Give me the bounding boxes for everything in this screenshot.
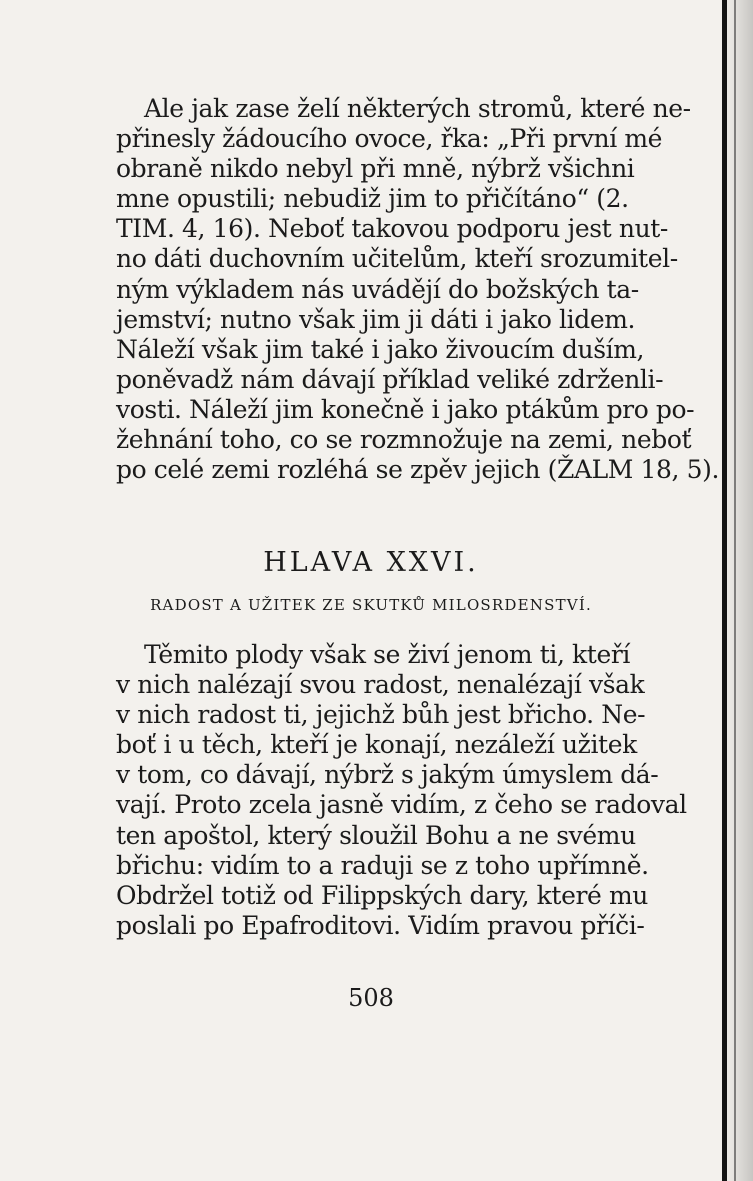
text-line: boť i u těch, kteří je konají, nezáleží užitek xyxy=(116,730,637,760)
text-line: Těmito plody však se živí jenom ti, kteří xyxy=(144,640,630,669)
chapter-subtitle: RADOST A UŽITEK ZE SKUTKŮ MILOSRDENSTVÍ. xyxy=(150,596,592,614)
text-line: obraně nikdo nebyl při mně, nýbrž všichni xyxy=(116,154,635,184)
text-line: mne opustili; nebudiž jim to přičítáno“ (2. xyxy=(116,184,629,214)
text-line: Obdržel totiž od Filippských dary, které mu xyxy=(116,880,648,910)
text-line: poslali po Epafroditovi. Vidím pravou příči- xyxy=(116,910,645,940)
page-number: 508 xyxy=(348,984,394,1012)
paragraph-2 xyxy=(116,640,687,941)
page-edge-line-secondary xyxy=(734,0,736,1181)
text-line: ným výkladem nás uvádějí do božských ta- xyxy=(116,274,639,304)
text-line: Ale jak zase želí některých stromů, které ne- xyxy=(144,94,691,123)
text-line: no dáti duchovním učitelům, kteří srozumitel- xyxy=(116,244,678,274)
text-line: žehnání toho, co se rozmnožuje na zemi, neboť xyxy=(116,425,692,455)
text-line: v nich radost ti, jejichž bůh jest břicho. Ne- xyxy=(116,700,646,730)
text-line: ten apoštol, který sloužil Bohu a ne svému xyxy=(116,820,636,850)
text-line: přinesly žádoucího ovoce, řka: „Při první mé xyxy=(116,124,663,154)
text-line: po celé zemi rozléhá se zpěv jejich (ŽALM 18, 5). xyxy=(116,455,720,485)
text-line: jemství; nutno však jim ji dáti i jako lidem. xyxy=(116,304,636,334)
text-line: vosti. Náleží jim konečně i jako ptákům pro po- xyxy=(116,394,695,424)
paragraph-1 xyxy=(116,94,720,485)
text-line: Náleží však jim také i jako živoucím duším, xyxy=(116,334,645,364)
text-line: v tom, co dávají, nýbrž s jakým úmyslem dá- xyxy=(116,760,659,790)
text-line: břichu: vidím to a raduji se z toho upřímně. xyxy=(116,850,649,880)
text-line: v nich nalézají svou radost, nenalézají však xyxy=(116,670,645,700)
text-line: poněvadž nám dávají příklad veliké zdrženli- xyxy=(116,364,664,394)
chapter-title: HLAVA XXVI. xyxy=(263,547,479,578)
text-line: TIM. 4, 16). Neboť takovou podporu jest nut- xyxy=(116,214,668,244)
page-edge-line xyxy=(722,0,727,1181)
text-line: vají. Proto zcela jasně vidím, z čeho se radoval xyxy=(116,790,687,820)
